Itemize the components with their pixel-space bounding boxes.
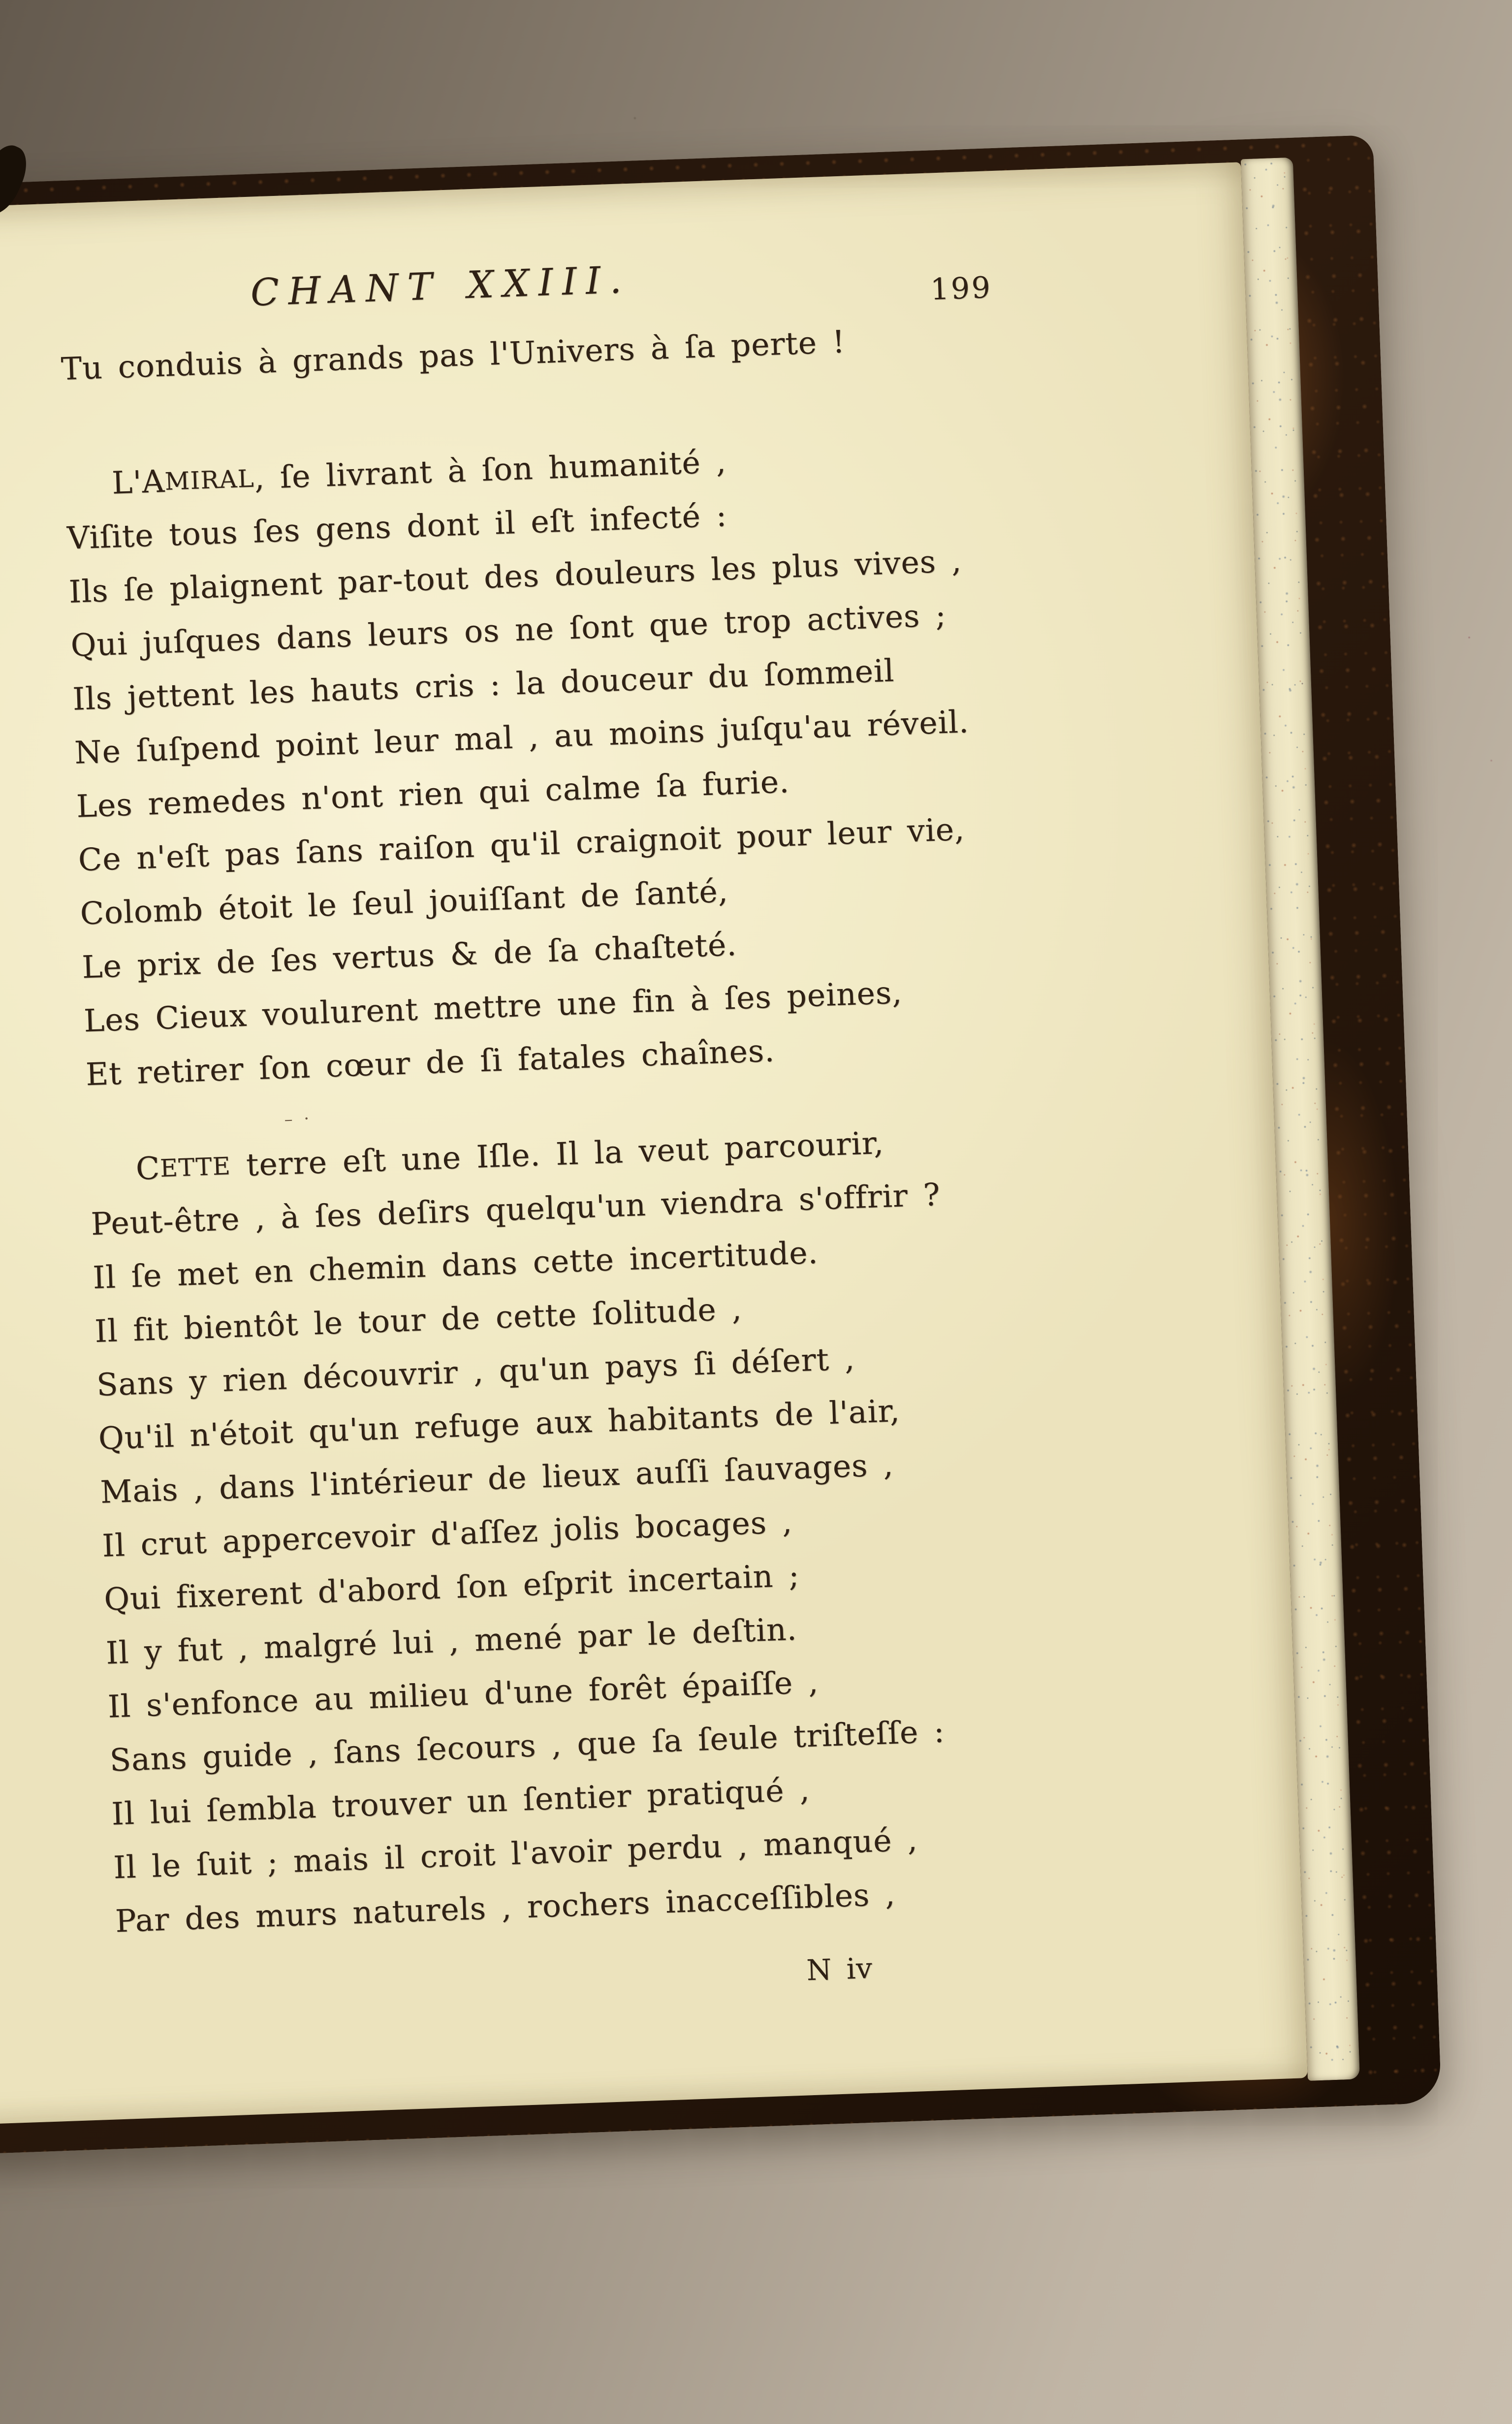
verse-line: Ne ſuſpend point leur mal , au moins juſqu'au réveil.: [74, 703, 970, 771]
verse-line: Il lui ſembla trouver un ſentier pratiqué ,: [111, 1771, 811, 1832]
verse-line: Ils ſe plaignent par-tout des douleurs les plus vives ,: [68, 542, 963, 610]
gathering-signature: N iv: [806, 1951, 874, 1987]
verse-line: Il le ſuit ; mais il croit l'avoir perdu , manqué ,: [113, 1821, 918, 1886]
verse-line: Tu conduis à grands pas l'Univers à ſa perte !: [60, 323, 846, 387]
verse-line: Qui fixerent d'abord ſon eſprit incertain ;: [103, 1557, 800, 1618]
verse-line: Ils jettent les hauts cris : la douceur du ſommeil: [72, 652, 895, 717]
book-page: [0, 162, 1308, 2130]
verse-line: Le prix de ſes vertus & de ſa chaſteté.: [81, 926, 738, 986]
stanza-2: [88, 1110, 1080, 1948]
verse-line: Ce n'eſt pas ſans raiſon qu'il craignoit pour leur vie,: [77, 811, 966, 878]
verse-line-rest: terre eſt une Iſle. Il la veut parcourir,: [230, 1124, 884, 1184]
book-cover: [0, 135, 1442, 2159]
small-caps-word: MIRAL: [164, 464, 255, 496]
page-text-block: [58, 244, 1083, 2019]
verse-line: Il fit bientôt le tour de cette ſolitude ,: [94, 1291, 743, 1350]
verse-line: Il ſe met en chemin dans cette incertitude.: [92, 1234, 819, 1296]
page-number: 199: [930, 270, 993, 307]
verse-line: Sans guide , ſans ſecours , que ſa ſeule triſteſſe :: [109, 1713, 945, 1779]
lead-capital: C: [135, 1150, 161, 1187]
verse-line: Sans y rien découvrir , qu'un pays ſi déſert ,: [95, 1340, 856, 1403]
lead-capital: L'A: [111, 463, 166, 501]
verse-line: Par des murs naturels , rochers inacceſſibles ,: [115, 1876, 896, 1940]
stanza-divider-mark: – ·: [284, 1109, 310, 1130]
verse-line-rest: , ſe livrant à ſon humanité ,: [253, 444, 727, 496]
small-caps-word: ETTE: [159, 1151, 232, 1182]
verse-line: Viſite tous ſes gens dont il eſt infecté :: [66, 497, 728, 557]
verse-line: Les Cieux voulurent mettre une fin à ſes peines,: [83, 974, 903, 1039]
verse-line: Qui juſques dans leurs os ne ſont que trop actives ;: [70, 597, 947, 664]
chapter-title: CHANT XXIII.: [250, 257, 631, 315]
verse-line: Et retirer ſon cœur de ſi fatales chaînes.: [85, 1032, 776, 1093]
verse-line: Il s'enfonce au milieu d'une forêt épaiſſe ,: [107, 1664, 819, 1725]
verse-line: Mais , dans l'intérieur de lieux auſſi ſauvages ,: [99, 1446, 894, 1510]
verse-line: Il crut appercevoir d'aſſez jolis bocages ,: [101, 1503, 793, 1564]
verse-line: Qu'il n'étoit qu'un refuge aux habitants de l'air,: [97, 1393, 901, 1457]
verse-line: Il y fut , malgré lui , mené par le deſtin.: [105, 1611, 798, 1671]
verse-line: Les remedes n'ont rien qui calme ſa furie.: [75, 764, 790, 825]
stanza-1: [64, 424, 1050, 1102]
verse-line: Peut-être , à ſes deſirs quelqu'un viendra s'offrir ?: [90, 1176, 941, 1243]
verse-line: Colomb étoit le ſeul jouiſſant de ſanté,: [79, 873, 729, 932]
